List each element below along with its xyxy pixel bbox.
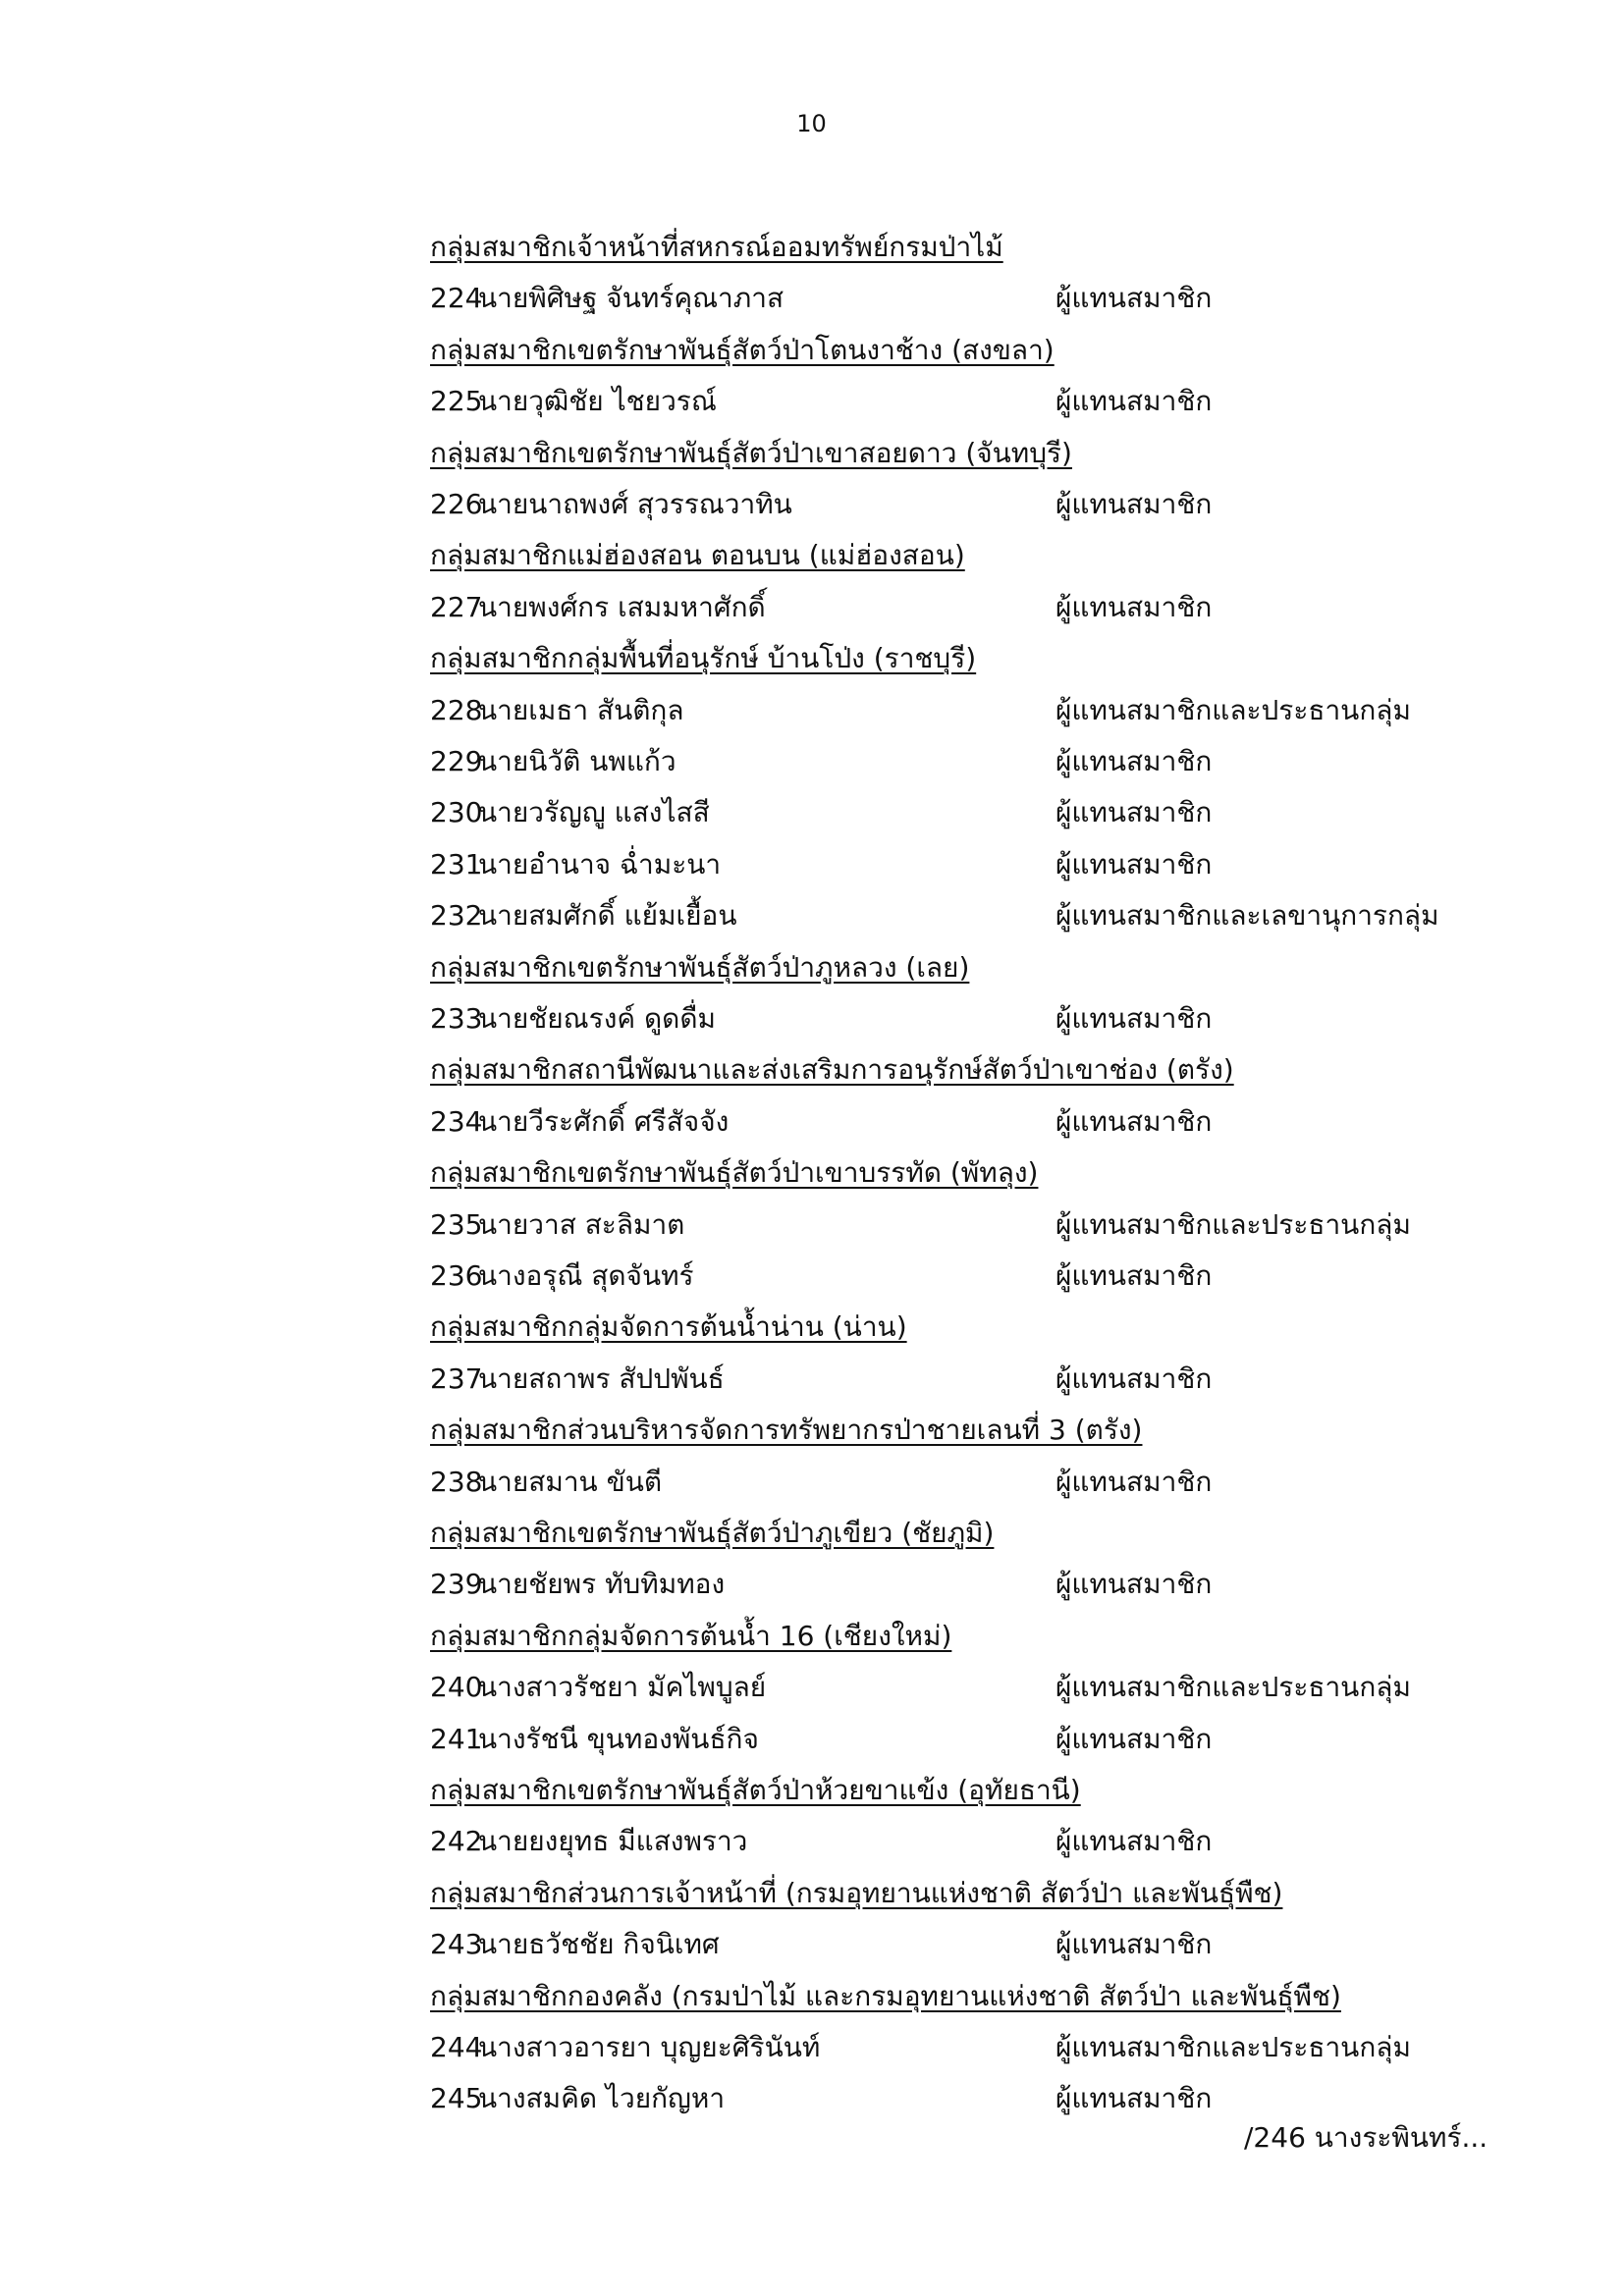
group-heading-row xyxy=(0,325,1623,376)
member-role: ผู้แทนสมาชิกและประธานกลุ่ม xyxy=(1055,693,1411,726)
member-number: 236 xyxy=(430,1259,483,1292)
member-number: 225 xyxy=(430,385,483,418)
member-number: 238 xyxy=(430,1465,483,1498)
member-name: นายสมาน ขันตี xyxy=(478,1465,663,1498)
group-heading-row xyxy=(0,1405,1623,1456)
member-role: ผู้แทนสมาชิก xyxy=(1055,385,1213,418)
member-name: นายสมศักดิ์ แย้มเยื้อน xyxy=(478,899,737,933)
member-name: นายนิวัติ นพแก้ว xyxy=(478,745,676,777)
group-heading: กลุ่มสมาชิกเขตรักษาพันธุ์สัตว์ป่าโตนงาช้าง (สงขลา) xyxy=(430,333,1055,366)
member-row xyxy=(0,1251,1623,1302)
group-heading: กลุ่มสมาชิกส่วนการเจ้าหน้าที่ (กรมอุทยานแห่งชาติ สัตว์ป่า และพันธุ์พืช) xyxy=(430,1876,1283,1909)
member-role: ผู้แทนสมาชิก xyxy=(1055,1928,1213,1961)
member-number: 245 xyxy=(430,2082,483,2115)
member-row xyxy=(0,685,1623,736)
group-heading: กลุ่มสมาชิกเจ้าหน้าที่สหกรณ์ออมทรัพย์กรมป่าไม้ xyxy=(430,231,1003,263)
group-heading-row xyxy=(0,428,1623,479)
member-role: ผู้แทนสมาชิก xyxy=(1055,488,1213,520)
member-name: นายวุฒิชัย ไชยวรณ์ xyxy=(478,385,717,418)
member-number: 237 xyxy=(430,1362,483,1395)
member-row xyxy=(0,376,1623,427)
member-number: 230 xyxy=(430,796,483,829)
member-name: นางอรุณี สุดจันทร์ xyxy=(478,1259,694,1292)
member-role: ผู้แทนสมาชิก xyxy=(1055,1825,1213,1858)
member-role: ผู้แทนสมาชิก xyxy=(1055,847,1213,881)
group-heading-row xyxy=(0,222,1623,273)
member-role: ผู้แทนสมาชิก xyxy=(1055,282,1213,315)
group-heading-row xyxy=(0,1044,1623,1095)
member-row xyxy=(0,736,1623,787)
member-number: 232 xyxy=(430,899,483,933)
member-role: ผู้แทนสมาชิก xyxy=(1055,745,1213,777)
member-number: 224 xyxy=(430,282,483,315)
member-name: นายเมธา สันติกุล xyxy=(478,693,684,726)
member-number: 235 xyxy=(430,1207,483,1241)
member-number: 228 xyxy=(430,693,483,726)
group-heading: กลุ่มสมาชิกแม่ฮ่องสอน ตอนบน (แม่ฮ่องสอน) xyxy=(430,539,965,572)
member-number: 226 xyxy=(430,488,483,520)
member-number: 231 xyxy=(430,847,483,881)
member-row xyxy=(0,479,1623,530)
group-heading: กลุ่มสมาชิกสถานีพัฒนาและส่งเสริมการอนุรักษ์สัตว์ป่าเขาช่อง (ตรัง) xyxy=(430,1053,1234,1087)
member-row xyxy=(0,1354,1623,1405)
member-row xyxy=(0,1662,1623,1713)
group-heading: กลุ่มสมาชิกส่วนบริหารจัดการทรัพยากรป่าชายเลนที่ 3 (ตรัง) xyxy=(430,1414,1143,1447)
member-row xyxy=(0,787,1623,838)
member-row xyxy=(0,1919,1623,1970)
member-row xyxy=(0,1096,1623,1148)
member-role: ผู้แทนสมาชิก xyxy=(1055,1722,1213,1755)
group-heading: กลุ่มสมาชิกกลุ่มจัดการต้นน้ำ 16 (เชียงใหม่) xyxy=(430,1619,952,1652)
member-number: 227 xyxy=(430,590,483,623)
member-row xyxy=(0,1457,1623,1508)
member-name: นายพงศ์กร เสมมหาศักดิ์ xyxy=(478,590,766,623)
group-heading: กลุ่มสมาชิกเขตรักษาพันธุ์สัตว์ป่าภูหลวง (เลย) xyxy=(430,950,970,984)
group-heading-row xyxy=(0,530,1623,581)
group-heading-row xyxy=(0,942,1623,993)
member-name: นายวรัญญู แสงไสสี xyxy=(478,796,710,829)
member-row xyxy=(0,1559,1623,1610)
member-role: ผู้แทนสมาชิก xyxy=(1055,590,1213,623)
member-row xyxy=(0,582,1623,633)
member-role: ผู้แทนสมาชิก xyxy=(1055,2082,1213,2115)
member-row xyxy=(0,1816,1623,1867)
member-role: ผู้แทนสมาชิก xyxy=(1055,1362,1213,1395)
group-heading: กลุ่มสมาชิกเขตรักษาพันธุ์สัตว์ป่าห้วยขาแข้ง (อุทัยธานี) xyxy=(430,1774,1081,1806)
member-role: ผู้แทนสมาชิกและประธานกลุ่ม xyxy=(1055,1671,1411,1704)
member-number: 239 xyxy=(430,1568,483,1601)
member-number: 233 xyxy=(430,1002,483,1035)
continuation-note: /246 นางระพินทร์... xyxy=(1244,2121,1488,2154)
member-name: นายสถาพร สัปปพันธ์ xyxy=(478,1362,725,1395)
member-row xyxy=(0,273,1623,324)
member-name: นายวาส สะลิมาต xyxy=(478,1207,685,1241)
group-heading: กลุ่มสมาชิกกองคลัง (กรมป่าไม้ และกรมอุทยานแห่งชาติ สัตว์ป่า และพันธุ์พืช) xyxy=(430,1979,1341,2012)
member-number: 234 xyxy=(430,1104,483,1138)
group-heading-row xyxy=(0,1148,1623,1199)
group-heading-row xyxy=(0,633,1623,684)
member-row xyxy=(0,2022,1623,2073)
group-heading: กลุ่มสมาชิกกลุ่มจัดการต้นน้ำน่าน (น่าน) xyxy=(430,1310,907,1344)
member-number: 240 xyxy=(430,1671,483,1704)
group-heading-row xyxy=(0,1765,1623,1816)
member-name: นายชัยณรงค์ ดูดดื่ม xyxy=(478,1002,717,1035)
group-heading-row xyxy=(0,1611,1623,1662)
member-name: นายพิศิษฐ จันทร์คุณาภาส xyxy=(478,282,784,315)
member-role: ผู้แทนสมาชิกและประธานกลุ่ม xyxy=(1055,1207,1411,1241)
member-name: นางสาวรัชยา มัคไพบูลย์ xyxy=(478,1671,767,1704)
member-name: นายธวัชชัย กิจนิเทศ xyxy=(478,1928,720,1961)
group-heading: กลุ่มสมาชิกเขตรักษาพันธุ์สัตว์ป่าเขาสอยดาว (จันทบุรี) xyxy=(430,436,1072,469)
member-name: นายอำนาจ ฉ่ำมะนา xyxy=(478,847,722,881)
member-number: 244 xyxy=(430,2031,483,2063)
member-name: นางสาวอารยา บุญยะศิรินันท์ xyxy=(478,2031,821,2063)
group-heading: กลุ่มสมาชิกกลุ่มพื้นที่อนุรักษ์ บ้านโป่ง (ราชบุรี) xyxy=(430,642,977,675)
group-heading-row xyxy=(0,1971,1623,2022)
page-number: 10 xyxy=(796,110,827,137)
member-row xyxy=(0,890,1623,941)
member-number: 241 xyxy=(430,1722,483,1755)
member-number: 242 xyxy=(430,1825,483,1858)
member-role: ผู้แทนสมาชิก xyxy=(1055,1568,1213,1601)
member-name: นางสมคิด ไวยกัญหา xyxy=(478,2082,726,2115)
member-row xyxy=(0,1200,1623,1251)
member-name: นายวีระศักดิ์ ศรีสัจจัง xyxy=(478,1104,730,1138)
member-row xyxy=(0,839,1623,890)
member-name: นายนาถพงศ์ สุวรรณวาทิน xyxy=(478,488,792,520)
member-row xyxy=(0,1714,1623,1765)
member-name: นางรัชนี ขุนทองพันธ์กิจ xyxy=(478,1722,759,1755)
member-role: ผู้แทนสมาชิกและประธานกลุ่ม xyxy=(1055,2031,1411,2063)
member-name: นายชัยพร ทับทิมทอง xyxy=(478,1568,726,1601)
group-heading: กลุ่มสมาชิกเขตรักษาพันธุ์สัตว์ป่าภูเขียว (ชัยภูมิ) xyxy=(430,1517,995,1549)
member-number: 229 xyxy=(430,745,483,777)
member-role: ผู้แทนสมาชิก xyxy=(1055,1104,1213,1138)
member-role: ผู้แทนสมาชิก xyxy=(1055,796,1213,829)
group-heading: กลุ่มสมาชิกเขตรักษาพันธุ์สัตว์ป่าเขาบรรทัด (พัทลุง) xyxy=(430,1156,1039,1190)
group-heading-row xyxy=(0,1508,1623,1559)
member-role: ผู้แทนสมาชิกและเลขานุการกลุ่ม xyxy=(1055,899,1439,933)
member-row xyxy=(0,993,1623,1044)
member-role: ผู้แทนสมาชิก xyxy=(1055,1465,1213,1498)
member-number: 243 xyxy=(430,1928,483,1961)
group-heading-row xyxy=(0,1302,1623,1353)
member-name: นายยงยุทธ มีแสงพราว xyxy=(478,1825,748,1858)
member-role: ผู้แทนสมาชิก xyxy=(1055,1259,1213,1292)
member-role: ผู้แทนสมาชิก xyxy=(1055,1002,1213,1035)
group-heading-row xyxy=(0,1868,1623,1919)
